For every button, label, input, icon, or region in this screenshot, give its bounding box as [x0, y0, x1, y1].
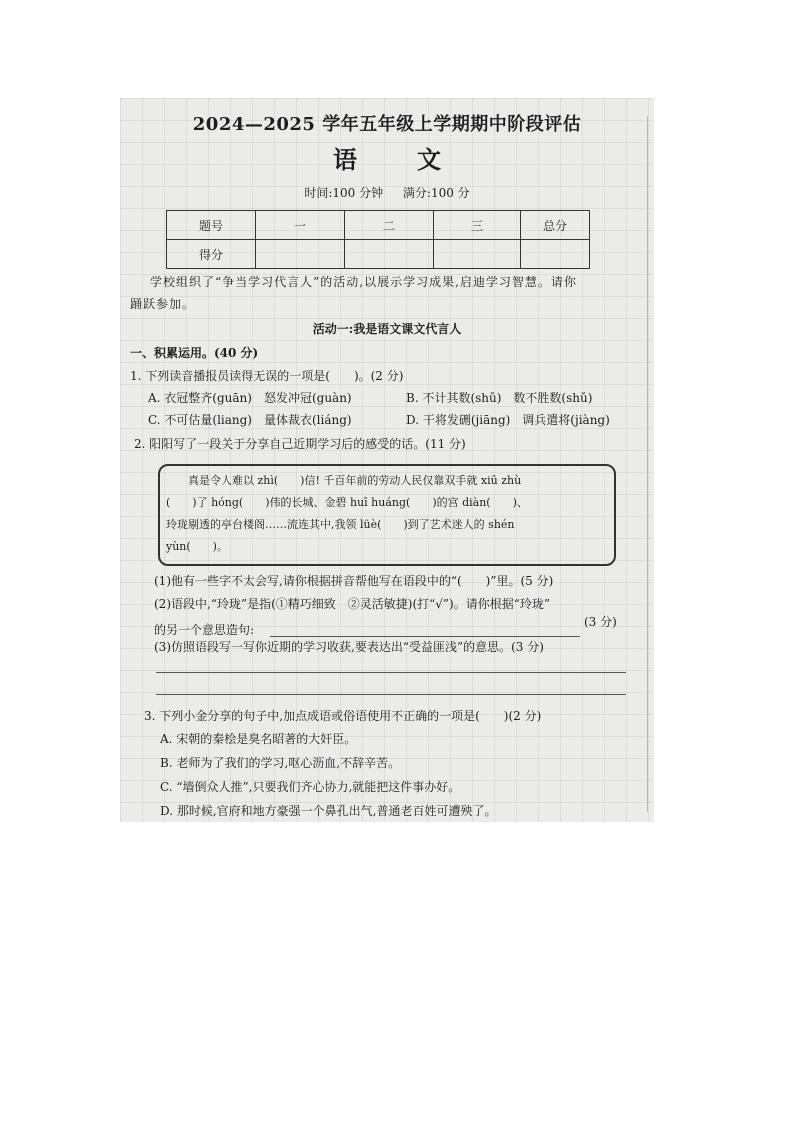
passage-box	[158, 464, 616, 566]
activity-title: 活动一:我是语文课文代言人	[312, 322, 462, 336]
section-heading: 一、积累运用。(40 分)	[130, 346, 259, 360]
score-cell: 三	[434, 211, 521, 240]
paper-edge-line	[647, 116, 648, 812]
question-1-option-c[interactable]: C. 不可估量(liang) 量体裁衣(liáng)	[148, 413, 352, 427]
score-blank[interactable]	[345, 240, 434, 269]
question-1-option-d[interactable]: D. 干将发硎(jiāng) 调兵遣将(jiàng)	[406, 413, 610, 427]
passage-line: ( )了 hóng( )伟的长城、金碧 huī huáng( )的宫 diàn( )、	[166, 496, 528, 509]
answer-line[interactable]	[156, 672, 626, 673]
question-1-option-b[interactable]: B. 不计其数(shǔ) 数不胜数(shǔ)	[406, 391, 593, 405]
passage-line: yùn( )。	[166, 540, 228, 553]
score-table-score-row	[167, 240, 590, 269]
score-table	[166, 210, 590, 269]
exam-info	[120, 184, 654, 201]
question-3-option-d[interactable]: D. 那时候,官府和地方豪强一个鼻孔出气,普通老百姓可遭殃了。	[160, 804, 497, 818]
score-blank[interactable]	[521, 240, 590, 269]
intro-line-2: 踊跃参加。	[130, 297, 196, 311]
question-2-stem: 2. 阳阳写了一段关于分享自己近期学习后的感受的话。(11 分)	[134, 437, 466, 451]
question-1-stem: 1. 下列读音播报员读得无误的一项是( )。(2 分)	[130, 369, 404, 383]
question-3-stem: 3. 下列小金分享的句子中,加点成语或俗语使用不正确的一项是( )(2 分)	[144, 709, 542, 723]
question-1-option-a[interactable]: A. 衣冠整齐(guān) 怒发冲冠(guàn)	[148, 391, 352, 405]
answer-line[interactable]	[156, 694, 626, 695]
answer-line[interactable]	[270, 636, 580, 637]
score-table-header-row	[167, 211, 590, 240]
question-3-option-c[interactable]: C. “墙倒众人推”,只要我们齐心协力,就能把这件事办好。	[160, 780, 461, 794]
question-2-sub-2-score: (3 分)	[584, 615, 617, 629]
score-cell: 一	[256, 211, 345, 240]
question-3-option-b[interactable]: B. 老师为了我们的学习,呕心沥血,不辞辛苦。	[160, 756, 401, 770]
question-2-sub-3: (3)仿照语段写一写你近期的学习收获,要表达出“受益匪浅”的意思。(3 分)	[154, 640, 544, 654]
passage-line: 真是令人难以 zhì( )信! 千百年前的劳动人民仅靠双手就 xiū zhù	[188, 474, 522, 487]
question-2-sub-2-sentence-label: 的另一个意思造句:	[154, 623, 255, 637]
score-blank[interactable]	[256, 240, 345, 269]
intro-line-1: 学校组织了“争当学习代言人”的活动,以展示学习成果,启迪学习智慧。请你	[150, 275, 577, 289]
score-cell: 题号	[167, 211, 256, 240]
passage-line: 玲珑剔透的亭台楼阁……流连其中,我领 lüè( )到了艺术迷人的 shén	[166, 518, 515, 531]
subject-title: 语文	[333, 145, 501, 174]
exam-paper-photo	[120, 98, 654, 822]
score-blank[interactable]	[434, 240, 521, 269]
time-limit: 时间:100 分钟	[304, 186, 384, 200]
exam-title: 2024—2025 学年五年级上学期期中阶段评估	[192, 114, 582, 135]
score-cell: 得分	[167, 240, 256, 269]
full-score: 满分:100 分	[402, 186, 470, 200]
question-2-sub-2: (2)语段中,“玲珑”是指(①精巧细致 ②灵活敏捷)(打“√”)。请你根据“玲珑”	[154, 597, 550, 611]
passage-text	[166, 470, 610, 558]
question-3-option-a[interactable]: A. 宋朝的秦桧是臭名昭著的大奸臣。	[160, 732, 357, 746]
question-2-sub-1: (1)他有一些字不太会写,请你根据拼音帮他写在语段中的“( )”里。(5 分)	[154, 574, 554, 588]
score-cell: 二	[345, 211, 434, 240]
score-cell: 总分	[521, 211, 590, 240]
